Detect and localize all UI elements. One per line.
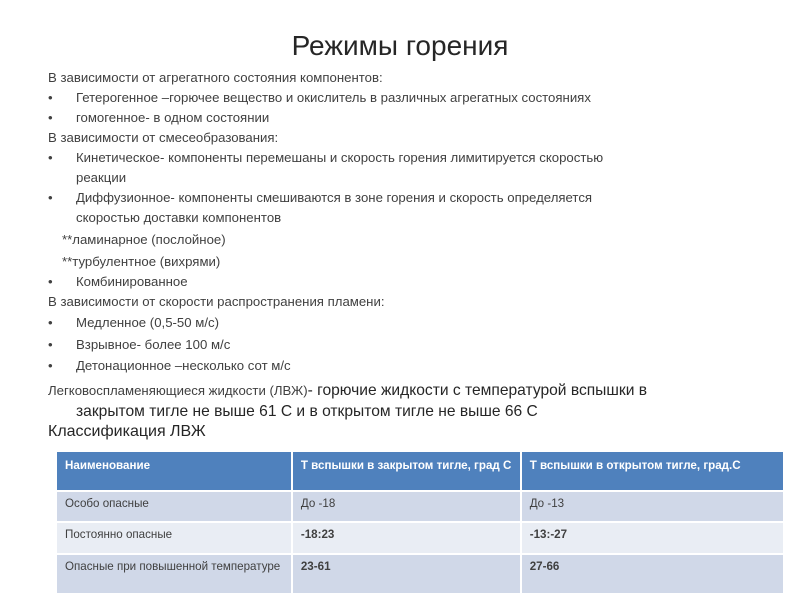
list-item-combined: • Комбинированное	[48, 272, 748, 292]
lvzh-definition-cont: закрытом тигле не выше 61 С и в открытом тигле не выше 66 С	[76, 403, 538, 420]
table-row	[57, 554, 783, 593]
section-mixing-heading: В зависимости от смесеобразования:	[48, 130, 279, 145]
section-speed-heading: В зависимости от скорости распространения пламени:	[48, 294, 385, 309]
column-header-closed-cup: Т вспышки в закрытом тигле, град С	[292, 452, 521, 491]
table-cell-name: Особо опасные	[57, 491, 292, 522]
table-row	[57, 522, 783, 554]
list-item-turbulent: **турбулентное (вихрями)	[62, 254, 221, 269]
list-item-kinetic: • Кинетическое- компоненты перемешаны и скорость горения лимитируется скоростью	[48, 148, 748, 168]
list-item-heterogeneous: • Гетерогенное –горючее вещество и окислитель в различных агрегатных состояниях	[48, 88, 748, 108]
section-aggregate-heading: В зависимости от агрегатного состояния компонентов:	[48, 70, 383, 85]
list-item-detonation: • Детонационное –несколько сот м/с	[48, 356, 748, 376]
table-cell-open: До -13	[521, 491, 783, 522]
column-header-name: Наименование	[57, 452, 292, 491]
list-item-homogeneous: • гомогенное- в одном состоянии	[48, 108, 748, 128]
classification-title: Классификация ЛВЖ	[48, 423, 206, 440]
list-item-slow: • Медленное (0,5-50 м/с)	[48, 313, 748, 333]
table-cell-closed: 23-61	[292, 554, 521, 593]
table-row	[57, 491, 783, 522]
column-header-open-cup: Т вспышки в открытом тигле, град.С	[521, 452, 783, 491]
list-item-kinetic-cont: реакции	[76, 170, 127, 185]
lvzh-term: Легковоспламеняющиеся жидкости (ЛВЖ)	[48, 383, 308, 398]
table-header-row	[57, 452, 783, 491]
list-item-diffusion: • Диффузионное- компоненты смешиваются в зоне горения и скорость определяется	[48, 188, 748, 208]
slide-content	[48, 68, 748, 441]
slide-title: Режимы горения	[291, 30, 509, 61]
table-cell-closed: До -18	[292, 491, 521, 522]
table-cell-name: Постоянно опасные	[57, 522, 292, 554]
table-cell-open: 27-66	[521, 554, 783, 593]
table-cell-open: -13:-27	[521, 522, 783, 554]
lvzh-definition	[48, 380, 748, 401]
list-item-laminar: **ламинарное (послойное)	[62, 232, 226, 247]
list-item-explosive: • Взрывное- более 100 м/с	[48, 335, 748, 355]
table-cell-closed: -18:23	[292, 522, 521, 554]
table-cell-name: Опасные при повышенной температуре	[57, 554, 292, 593]
lvzh-classification-table	[57, 452, 783, 593]
list-item-diffusion-cont: скоростью доставки компонентов	[76, 210, 282, 225]
lvzh-definition-rest: - горючие жидкости с температурой вспышки в	[307, 382, 648, 399]
